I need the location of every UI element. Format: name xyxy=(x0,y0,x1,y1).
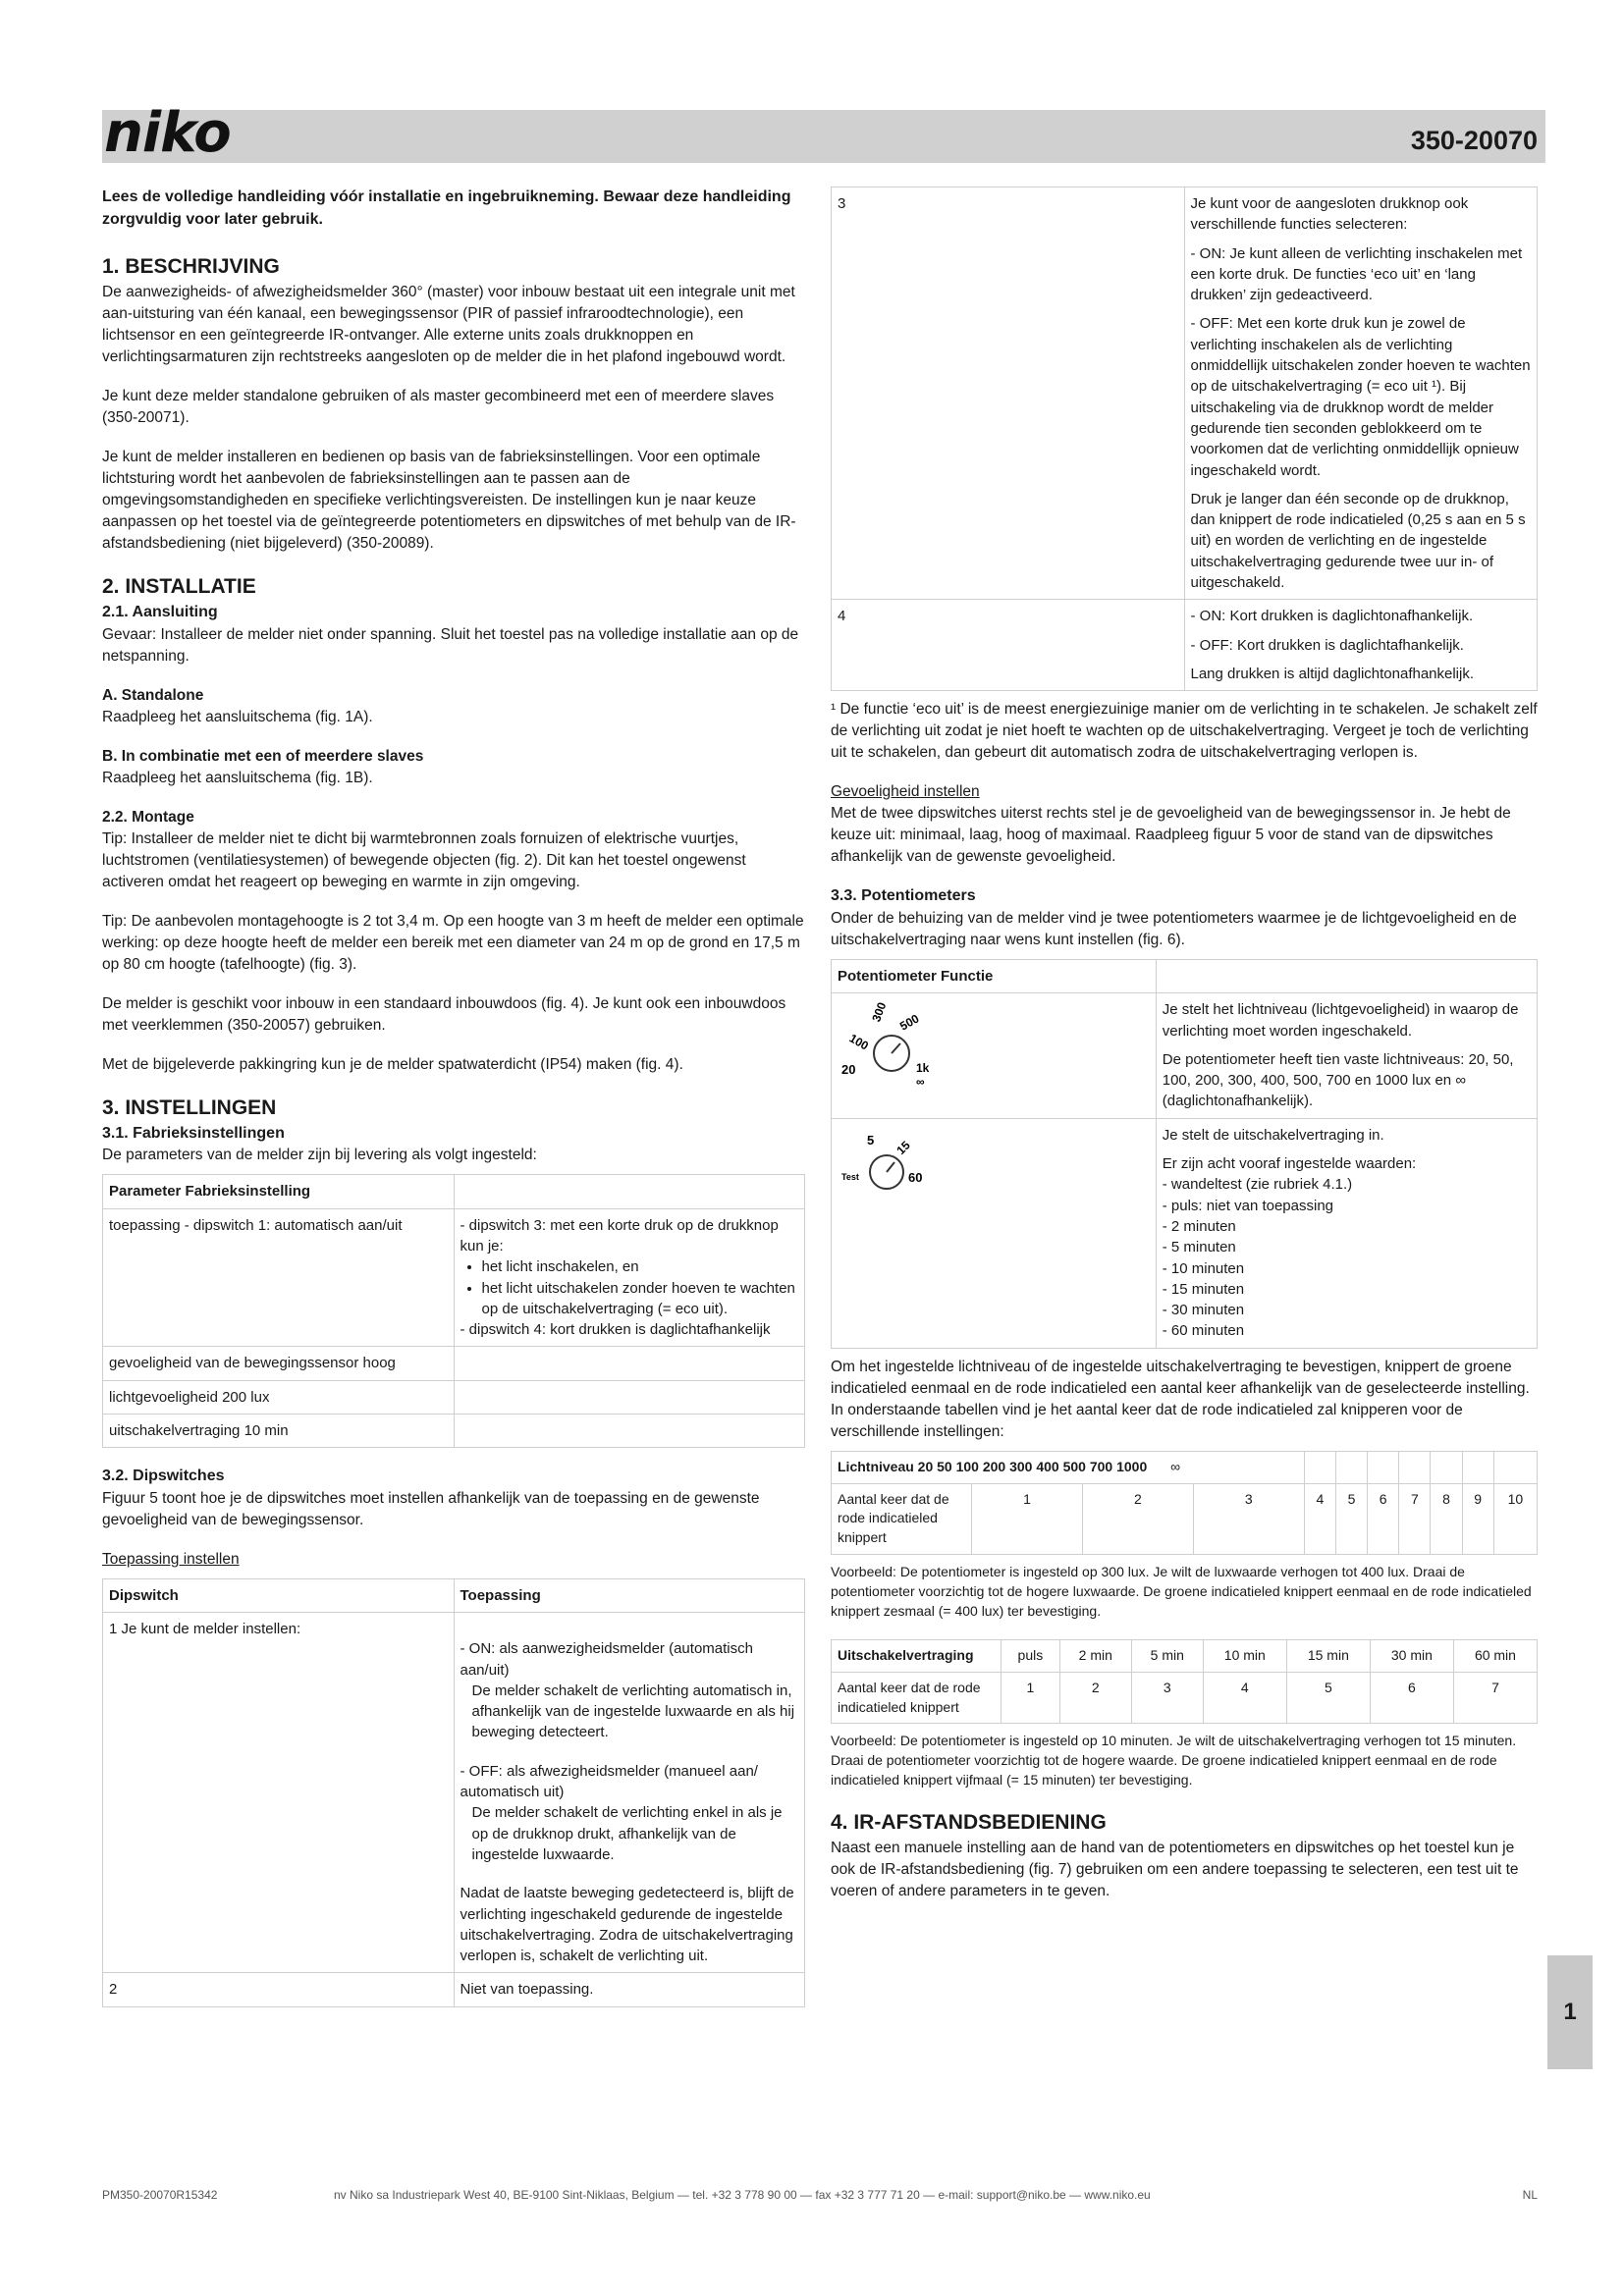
section-2-title: 2. INSTALLATIE xyxy=(102,575,256,599)
delay-count: 5 xyxy=(1286,1672,1370,1724)
pot2-list-item: - 60 minuten xyxy=(1162,1322,1245,1340)
s2-a-text: Raadpleeg het aansluitschema (fig. 1A). xyxy=(102,708,373,725)
fab-row-4: uitschakelvertraging 10 min xyxy=(103,1414,455,1447)
gevoeligheid-text: Met de twee dipswitches uiterst rechts stel je de gevoeligheid van de bewegingssensor in. Je hebt de keuze uit: minimaal, laag, hoog of maximaal. Raadpleeg figuur 5 voor de stand van de dipswitches afhankelijk van de gewenste gevoeligheid. xyxy=(831,805,1511,866)
potentiometer-table xyxy=(831,959,1538,1349)
niko-logo: niko xyxy=(104,101,231,165)
delay-col: 15 min xyxy=(1286,1639,1370,1672)
dipswitch-table-part1 xyxy=(102,1578,805,2007)
page-number-tab: 1 xyxy=(1547,1955,1593,2069)
pot2-list-item: - 5 minuten xyxy=(1162,1239,1236,1256)
lux-count: 4 xyxy=(1304,1483,1335,1555)
delay-count: 3 xyxy=(1131,1672,1203,1724)
pot2-list-item: - 15 minuten xyxy=(1162,1280,1245,1298)
s2-sub2: 2.2. Montage xyxy=(102,808,194,826)
lux-blink-table xyxy=(831,1451,1538,1556)
pot-time-desc xyxy=(1156,1118,1537,1348)
pot2-label: 60 xyxy=(908,1169,923,1185)
s3-sub3: 3.3. Potentiometers xyxy=(831,887,976,905)
delay-count: 6 xyxy=(1370,1672,1453,1724)
dip-row-4-left: 4 xyxy=(832,600,1185,691)
left-column xyxy=(102,187,805,2007)
dip-row-2-right: Niet van toepassing. xyxy=(454,1973,805,2006)
delay-count: 2 xyxy=(1059,1672,1131,1724)
lux-count: 8 xyxy=(1431,1483,1462,1555)
pot2-label: 5 xyxy=(867,1132,875,1148)
dip-row-3-left: 3 xyxy=(832,187,1185,600)
pot2-list-item: - wandeltest (zie rubriek 4.1.) xyxy=(1162,1176,1353,1194)
s2-tip2: Tip: De aanbevolen montagehoogte is 2 tot 3,4 m. Op een hoogte van 3 m heeft de melder een optimale werking: op deze hoogte heeft de melder een bereik met een diameter van 24 m op de grond en 17,5 m op 80 cm hoogte (tafelhoogte) (fig. 3). xyxy=(102,912,804,973)
dip-row-4-right xyxy=(1184,600,1538,691)
lux-count: 6 xyxy=(1368,1483,1399,1555)
fab-row-1-left: toepassing - dipswitch 1: automatisch aan/uit xyxy=(103,1208,455,1347)
delay-col: puls xyxy=(1001,1639,1060,1672)
lux-count: 10 xyxy=(1493,1483,1537,1555)
dip1-on-desc: De melder schakelt de verlichting automatisch in, afhankelijk van de ingestelde luxwaarde en als hij beweging detecteert. xyxy=(471,1682,795,1741)
fab-row-2: gevoeligheid van de bewegingssensor hoog xyxy=(103,1347,455,1380)
pot2-list-item: - puls: niet van toepassing xyxy=(1162,1197,1334,1214)
dip-header-1: Dipswitch xyxy=(103,1579,455,1613)
footer-language: NL xyxy=(1522,2188,1538,2202)
delay-col: 10 min xyxy=(1203,1639,1286,1672)
dip3-intro: Je kunt voor de aangesloten drukknop ook verschillende functies selecteren: xyxy=(1190,195,1469,234)
dip1-nadat: Nadat de laatste beweging gedetecteerd is, blijft de verlichting ingeschakeld gedurende de ingestelde uitschakelvertraging. Zodra de uitschakelvertraging verlopen is, schakelt de verlichting uit. xyxy=(460,1885,794,1965)
delay-blink-table xyxy=(831,1639,1538,1725)
delay-count: 1 xyxy=(1001,1672,1060,1724)
factory-settings-table xyxy=(102,1174,805,1448)
s4-text: Naast een manuele instelling aan de hand van de potentiometers en dipswitches op het toestel kun je ook de IR-afstandsbediening (fig. 7) gebruiken om een andere toepassing te selecteren, een test uit te voeren of andere parameters in te geven. xyxy=(831,1839,1519,1899)
pot1-label: 500 xyxy=(897,1011,922,1034)
pot2-a: Je stelt de uitschakelvertraging in. xyxy=(1162,1126,1384,1144)
pot1-label: 300 xyxy=(869,1000,890,1025)
s3-sub3-text: Onder de behuizing van de melder vind je twee potentiometers waarmee je de lichtgevoeligheid en de uitschakelvertraging naar wens kunt instellen (fig. 6). xyxy=(831,909,1517,948)
lux-count: 7 xyxy=(1399,1483,1431,1555)
delay-col: 5 min xyxy=(1131,1639,1203,1672)
s2-inbouw: De melder is geschikt voor inbouw in een standaard inbouwdoos (fig. 4). Je kunt ook een inbouwdoos met veerklemmen (350-20057) gebruiken. xyxy=(102,994,786,1034)
dip1-off: - OFF: als afwezigheidsmelder (manueel aan/ automatisch uit) xyxy=(460,1762,758,1801)
right-column xyxy=(831,187,1538,1902)
pot2-b: Er zijn acht vooraf ingestelde waarden: xyxy=(1162,1155,1417,1173)
s3-sub1: 3.1. Fabrieksinstellingen xyxy=(102,1124,285,1142)
pot-time-icon-cell xyxy=(832,1118,1157,1348)
s3-sub2-text: Figuur 5 toont hoe je de dipswitches moet instellen afhankelijk van de toepassing en de gewenste gevoeligheid van de bewegingssensor. xyxy=(102,1490,760,1528)
pot1-b: De potentiometer heeft tien vaste lichtniveaus: 20, 50, 100, 200, 300, 400, 500, 700 en 1000 lux en ∞ (daglichtonafhankelijk). xyxy=(1162,1050,1514,1110)
list-item: • het licht uitschakelen zonder hoeven te wachten op de uitschakelvertraging (= eco uit). xyxy=(482,1278,799,1320)
list-item: • het licht inschakelen, en xyxy=(482,1256,799,1277)
s1-p1: De aanwezigheids- of afwezigheidsmelder 360° (master) voor inbouw bestaat uit een integrale unit met aan-uitsturing van één kanaal, een bewegingssensor (PIR of passief infraroodtechnologie), een lichtsensor en een geïntegreerde IR-ontvanger. Alle externe units zoals drukknoppen en verlichtingsarmaturen zijn rechtstreeks aangesloten op de melder die in het plafond ingebouwd wordt. xyxy=(102,284,795,366)
section-4-title: 4. IR-AFSTANDSBEDIENING xyxy=(831,1811,1107,1835)
example-1: Voorbeeld: De potentiometer is ingesteld op 300 lux. Je wilt de luxwaarde verhogen tot 400 lux. Draai de potentiometer voorzichtig tot de hogere luxwaarde. De groene indicatieled knippert eenmaal en de rode indicatieled knippert zesmaal (= 400 lux) ter bevestiging. xyxy=(831,1564,1532,1619)
dip4-off: - OFF: Kort drukken is daglichtafhankelijk. xyxy=(1190,636,1464,654)
footer-address: nv Niko sa Industriepark West 40, BE-9100 Sint-Niklaas, Belgium — tel. +32 3 778 90 00 — fax +32 3 777 71 20 — e-mail: support@niko.be — www.niko.eu xyxy=(334,2188,1151,2202)
dipswitch-table-part2 xyxy=(831,187,1538,691)
s2-b-text: Raadpleeg het aansluitschema (fig. 1B). xyxy=(102,769,373,786)
pot2-label: 15 xyxy=(893,1138,913,1157)
s2-a-title: A. Standalone xyxy=(102,686,204,704)
s2-tip1: Tip: Installeer de melder niet te dicht bij warmtebronnen zoals fornuizen of elektrische vuurtjes, luchtstromen (ventilatiesystemen) of bewegende objecten (fig. 2). Dit kan het toestel ongewenst activeren omdat het reageert op beweging en warmte in zijn omgeving. xyxy=(102,829,746,890)
delay-col: 30 min xyxy=(1370,1639,1453,1672)
s2-b-title: B. In combinatie met een of meerdere slaves xyxy=(102,747,424,765)
dip4-on: - ON: Kort drukken is daglichtonafhankelijk. xyxy=(1190,608,1474,625)
pot1-a: Je stelt het lichtniveau (lichtgevoeligheid) in waarop de verlichting moet worden ingeschakeld. xyxy=(1162,1001,1519,1040)
section-3-title: 3. INSTELLINGEN xyxy=(102,1095,277,1119)
timer-potentiometer-icon xyxy=(838,1125,955,1203)
intro-text: Lees de volledige handleiding vóór installatie en ingebruikneming. Bewaar deze handleiding zorgvuldig voor later gebruik. xyxy=(102,188,791,228)
dip4-lang: Lang drukken is altijd daglichtonafhankelijk. xyxy=(1190,665,1475,682)
s3-sub1-text: De parameters van de melder zijn bij levering als volgt ingesteld: xyxy=(102,1147,537,1164)
pot-lux-icon-cell xyxy=(832,993,1157,1118)
confirm-text: Om het ingestelde lichtniveau of de ingestelde uitschakelvertraging te bevestigen, knippert de groene indicatieled eenmaal en de rode indicatieled een aantal keer afhankelijk van de geselecteerde instelling. In onderstaande tabellen vind je het aantal keer dat de rode indicatieled zal knipperen voor de verschillende instellingen: xyxy=(831,1358,1530,1440)
lux-count: 9 xyxy=(1462,1483,1493,1555)
pot-header: Potentiometer Functie xyxy=(832,959,1157,992)
dip-row-2-left: 2 xyxy=(103,1973,455,2006)
section-1-title: 1. BESCHRIJVING xyxy=(102,255,280,279)
lux-count: 5 xyxy=(1335,1483,1367,1555)
dip-row-1-left: 1 Je kunt de melder instellen: xyxy=(103,1613,455,1973)
lux-row-label: Aantal keer dat de rode indicatieled knippert xyxy=(832,1483,972,1555)
fab-row-3: lichtgevoeligheid 200 lux xyxy=(103,1380,455,1414)
s2-gevaar: Gevaar: Installeer de melder niet onder spanning. Sluit het toestel pas na volledige installatie aan op de netspanning. xyxy=(102,625,799,665)
pot1-label: 20 xyxy=(841,1062,856,1078)
delay-row-label: Aantal keer dat de rode indicatieled knippert xyxy=(832,1672,1001,1724)
delay-header: Uitschakelvertraging xyxy=(832,1639,1001,1672)
pot1-label: 1k xyxy=(916,1061,930,1076)
lux-count: 1 xyxy=(972,1483,1083,1555)
pot1-label: ∞ xyxy=(916,1075,925,1090)
toepassing-title: Toepassing instellen xyxy=(102,1551,240,1568)
dip3-druk: Druk je langer dan één seconde op de drukknop, dan knippert de rode indicatieled (0,25 s aan en 5 s uit) en worden de verlichting en de ingestelde uitschakelvertraging gedurende twee uur in- of uitgeschakeld. xyxy=(1190,490,1526,592)
pot2-list-item: - 30 minuten xyxy=(1162,1302,1245,1319)
pot2-list-item: - 2 minuten xyxy=(1162,1217,1236,1235)
dip-row-3-right xyxy=(1184,187,1538,600)
fab-header: Parameter Fabrieksinstelling xyxy=(103,1175,455,1208)
dip3-off: - OFF: Met een korte druk kun je zowel de verlichting inschakelen als de verlichting onmiddellijk uitschakelen zonder hoeven te wachten op de uitschakelvertraging (= eco uit ¹). Bij uitschakeling via de drukknop wordt de melder gedurende tien seconden geblokkeerd om te voorkomen dat de verlichting onmiddellijk opnieuw ingeschakeld wordt. xyxy=(1190,315,1531,479)
delay-count: 4 xyxy=(1203,1672,1286,1724)
gevoeligheid-title: Gevoeligheid instellen xyxy=(831,783,980,801)
footer-doc-code: PM350-20070R15342 xyxy=(102,2188,218,2202)
header-bar xyxy=(102,110,1545,163)
delay-col: 2 min xyxy=(1059,1639,1131,1672)
s1-p3: Je kunt de melder installeren en bedienen op basis van de fabrieksinstellingen. Voor een optimale lichtsturing wordt het aanbevolen de fabrieksinstellingen aan te passen aan de omgevingsomstandigheden en specifieke verlichtingsvereisten. De instellingen kun je naar keuze aanpassen op het toestel via de geïntegreerde potentiometers en dipswitches of met behulp van de IR-afstandsbediening (niet bijgeleverd) (350-20089). xyxy=(102,449,796,553)
s3-sub2: 3.2. Dipswitches xyxy=(102,1468,225,1485)
lux-potentiometer-icon xyxy=(838,999,955,1097)
dip-header-2: Toepassing xyxy=(454,1579,805,1613)
pot2-label: Test xyxy=(841,1171,859,1182)
lux-count: 3 xyxy=(1193,1483,1304,1555)
s1-p2: Je kunt deze melder standalone gebruiken of als master gecombineerd met een of meerdere slaves (350-20071). xyxy=(102,388,775,427)
dip3-on: - ON: Je kunt alleen de verlichting inschakelen met een korte druk. De functies ‘eco uit’ en ‘lang drukken’ zijn gedeactiveerd. xyxy=(1190,244,1523,304)
delay-col: 60 min xyxy=(1453,1639,1537,1672)
pot1-label: 100 xyxy=(846,1031,871,1053)
example-2: Voorbeeld: De potentiometer is ingesteld op 10 minuten. Je wilt de uitschakelvertraging verhogen tot 15 minuten. Draai de potentiometer voorzichtig tot de hogere waarde. De groene indicatieled knippert eenmaal en de rode indicatieled knippert vijfmaal (= 15 minuten) ter bevestiging. xyxy=(831,1733,1517,1789)
fab-dip4: - dipswitch 4: kort drukken is daglichtafhankelijk xyxy=(460,1321,771,1339)
s2-ip54: Met de bijgeleverde pakkingring kun je de melder spatwaterdicht (IP54) maken (fig. 4). xyxy=(102,1055,683,1073)
dip1-on: - ON: als aanwezigheidsmelder (automatisch aan/uit) xyxy=(460,1640,753,1679)
product-code: 350-20070 xyxy=(1410,126,1538,155)
lux-header: Lichtniveau 20 50 100 200 300 400 500 700 1000 xyxy=(838,1458,1148,1474)
dip-row-1-right xyxy=(454,1613,805,1973)
fab-dip3: - dipswitch 3: met een korte druk op de drukknop kun je: xyxy=(460,1216,779,1255)
lux-infinity: ∞ xyxy=(1170,1458,1181,1474)
footnote: ¹ De functie ‘eco uit’ is de meest energiezuinige manier om de verlichting in te schakelen. Je schakelt zelf de verlichting uit zodat je niet hoeft te wachten op de uitschakelvertraging. Vergeet je toch de verlichting uit te schakelen, dan gebeurt dit automatisch zodra de uitschakelvertraging verlopen is. xyxy=(831,701,1538,762)
pot2-list-item: - 10 minuten xyxy=(1162,1259,1245,1277)
dip1-off-desc: De melder schakelt de verlichting enkel in als je op de drukknop drukt, afhankelijk van de ingestelde luxwaarde. xyxy=(471,1804,783,1863)
s2-sub1: 2.1. Aansluiting xyxy=(102,604,218,621)
lux-count: 2 xyxy=(1082,1483,1193,1555)
fab-row-1-right xyxy=(454,1208,805,1347)
pot-lux-desc xyxy=(1156,993,1537,1118)
delay-count: 7 xyxy=(1453,1672,1537,1724)
